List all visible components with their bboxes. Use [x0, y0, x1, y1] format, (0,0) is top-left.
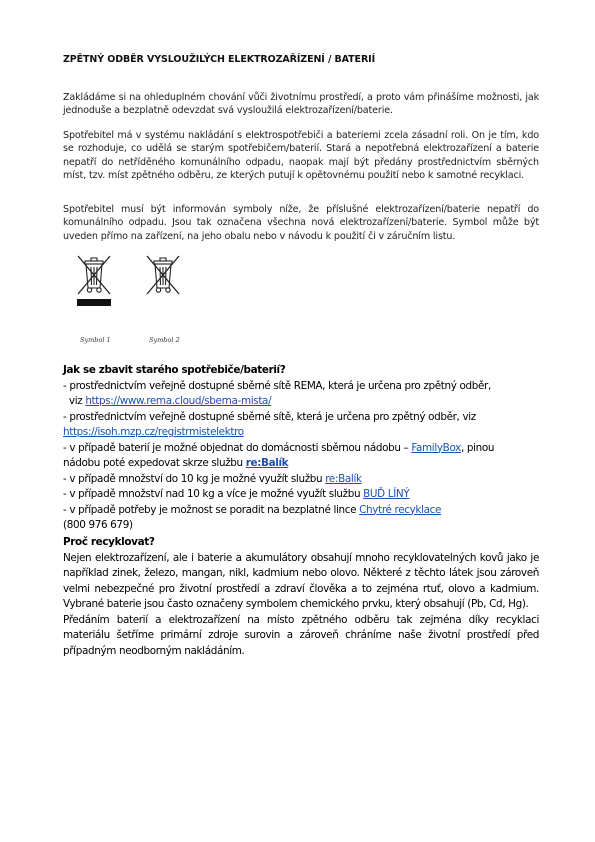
list-item: - prostřednictvím veřejně dostupné sběrné sítě REMA, která je určena pro zpětný odběr, [63, 379, 491, 392]
list-item [63, 456, 539, 472]
crossed-bin-icon [140, 252, 186, 310]
list-item [63, 503, 539, 519]
disposal-heading: Jak se zbavit starého spotřebiče/baterií? [63, 364, 286, 376]
list-item-text: - v případě množství nad 10 kg a více je možné využít službu [63, 488, 364, 500]
list-item-text: - v případě baterií je možné objednat do domácnosti sběrnou nádobu – [63, 441, 412, 454]
list-item-text: nádobu poté expedovat skrze službu [63, 457, 246, 469]
rebalik-service-link[interactable]: re:Balík [325, 472, 362, 485]
list-item-text: - v případě potřeby je možnost se poradit na bezplatné lince [63, 503, 360, 516]
list-item [63, 472, 539, 488]
list-item-text: - v případě množství do 10 kg je možné využít službu [63, 472, 326, 485]
why-recycle-section [63, 535, 539, 659]
list-item-text: viz [63, 395, 86, 407]
why-recycle-paragraph-1: Nejen elektrozařízení, ale i baterie a akumulátory obsahují mnoho recyklovatelných kovů jako je například zinek, železo, mangan, nikl, kadmium nebo olovo. Některé z těchto látek jsou zároveň velmi nebezpečné pro životní prostředí a zdraví člověka a to zejména rtuť, olovo a kadmium. Vybrané baterie jsou často označeny symbolem chemického prvku, který obsahují (Pb, Cd, Hg). [63, 551, 539, 610]
list-item-text: , pinou [460, 441, 495, 454]
chytre-recyklace-link[interactable]: Chytré recyklace [359, 503, 442, 516]
why-recycle-paragraph-2: Předáním baterií a elektrozařízení na místo zpětného odběru tak zejména díky recyklaci materiálu šetříme primární zdroje surovin a zároveň chráníme naše životní prostředí před případným neodborným nakládáním. [63, 613, 539, 657]
symbol-info-paragraph: Spotřebitel musí být informován symboly níže, že příslušné elektrozařízení/baterie nepatří do komunálního odpadu. Jsou tak označena všechna nová elektrozařízení/baterie. Symbol může být uveden přímo na zařízení, na jeho obalu nebo v návodu k použití či v záručním listu. [63, 204, 539, 242]
rebalik-link[interactable]: re:Balík [245, 457, 289, 469]
crossed-bin-with-bar-icon [71, 252, 117, 310]
why-recycle-heading: Proč recyklovat? [63, 536, 155, 548]
intro-paragraph: Zakládáme si na ohleduplném chování vůči životnímu prostředí, a proto vám přinášíme možnosti, jak jednoduše a bezplatně odevzdat svá vysloužilá elektrozařízení/baterie. [63, 92, 539, 117]
isoh-registry-link[interactable]: https://isoh.mzp.cz/registrmistelektro [63, 426, 244, 438]
symbols-figure [63, 252, 203, 352]
symbol-2-caption: Symbol 2 [149, 336, 180, 344]
page-title: ZPĚTNÝ ODBĚR VYSLOUŽILÝCH ELEKTROZAŘÍZENÍ / BATERIÍ [63, 54, 376, 65]
familybox-link[interactable]: FamilyBox [411, 441, 461, 454]
phone-number: (800 976 679) [63, 519, 133, 531]
list-item [63, 487, 539, 503]
consumer-role-paragraph: Spotřebitel má v systému nakládání s elektrospotřebiči a bateriemi zcela zásadní roli. On je tím, kdo se rozhoduje, co udělá se starým spotřebičem/baterií. Stará a nepotřebná elektrozařízení a baterie nepatří do netříděného komunálního odpadu, naopak mají být předány prostřednictvím sběrných míst, tzv. míst zpětného odběru, ze kterých putují k opětovnému použití nebo k samotné recyklaci. [63, 130, 539, 181]
list-item-text: - prostřednictvím veřejně dostupné sběrné sítě, která je určena pro zpětný odběr, viz [63, 410, 476, 423]
list-item [63, 394, 539, 410]
disposal-section [63, 363, 539, 534]
rema-link[interactable]: https://www.rema.cloud/sberna-mista/ [85, 395, 272, 407]
list-item [63, 441, 539, 457]
symbol-1-caption: Symbol 1 [80, 336, 111, 344]
list-item [63, 410, 539, 441]
bud-liny-link[interactable]: BUĎ LÍNÝ [363, 488, 410, 500]
